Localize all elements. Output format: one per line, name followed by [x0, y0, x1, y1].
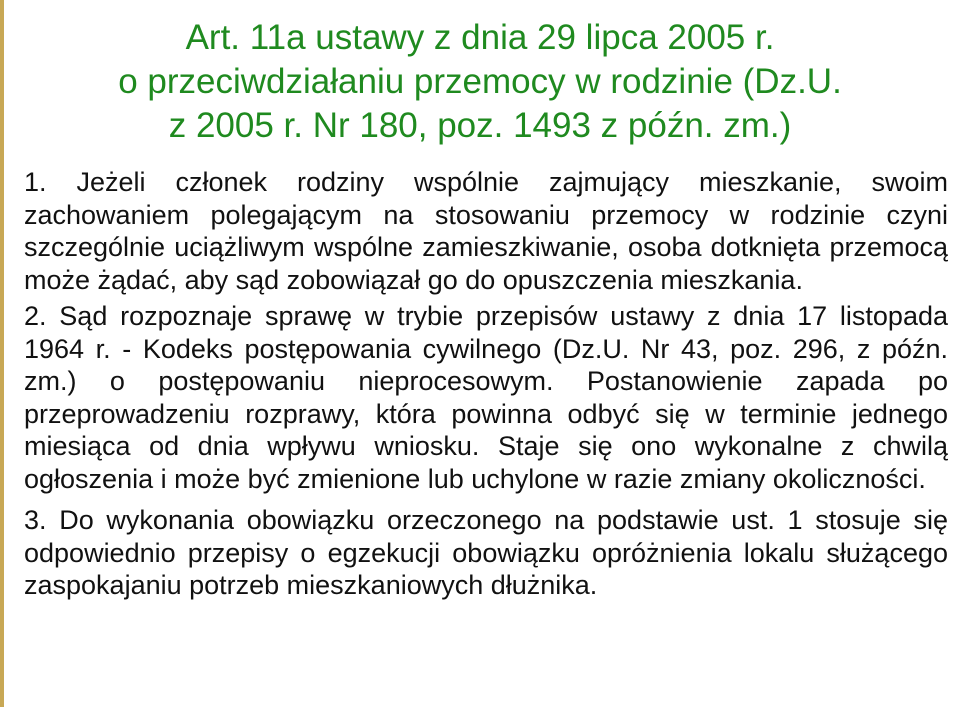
paragraph-3: 3. Do wykonania obowiązku orzeczonego na podstawie ust. 1 stosuje się odpowiednio przepisy o egzekucji obowiązku opróżnienia lokalu służącego zaspokajaniu potrzeb mieszkaniowych dłużnika.: [24, 505, 948, 600]
paragraph-2: 2. Sąd rozpoznaje sprawę w trybie przepisów ustawy z dnia 17 listopada 1964 r. - Kodeks postępowania cywilnego (Dz.U. Nr 43, poz. 296, z późn. zm.) o postępowaniu nieprocesowym. Postanowienie zapada po przeprowadzeniu rozprawy, która powinna odbyć się w terminie jednego miesiąca od dnia wpływu wniosku. Staje się ono wykonalne z chwilą ogłoszenia i może być zmienione lub uchylone w razie zmiany okoliczności.: [24, 301, 948, 494]
slide-title: [0, 16, 960, 148]
paragraph-1: 1. Jeżeli członek rodziny wspólnie zajmujący mieszkanie, swoim zachowaniem polegającym na stosowaniu przemocy w rodzinie czyni szczególnie uciążliwym wspólne zamieszkiwanie, osoba dotknięta przemocą może żądać, aby sąd zobowiązał go do opuszczenia mieszkania.: [24, 167, 948, 295]
title-line-3: z 2005 r. Nr 180, poz. 1493 z późn. zm.): [168, 106, 792, 145]
title-line-1: Art. 11a ustawy z dnia 29 lipca 2005 r.: [185, 18, 775, 57]
title-line-2: o przeciwdziałaniu przemocy w rodzinie (Dz.U.: [118, 62, 842, 101]
article-body: [24, 166, 948, 602]
